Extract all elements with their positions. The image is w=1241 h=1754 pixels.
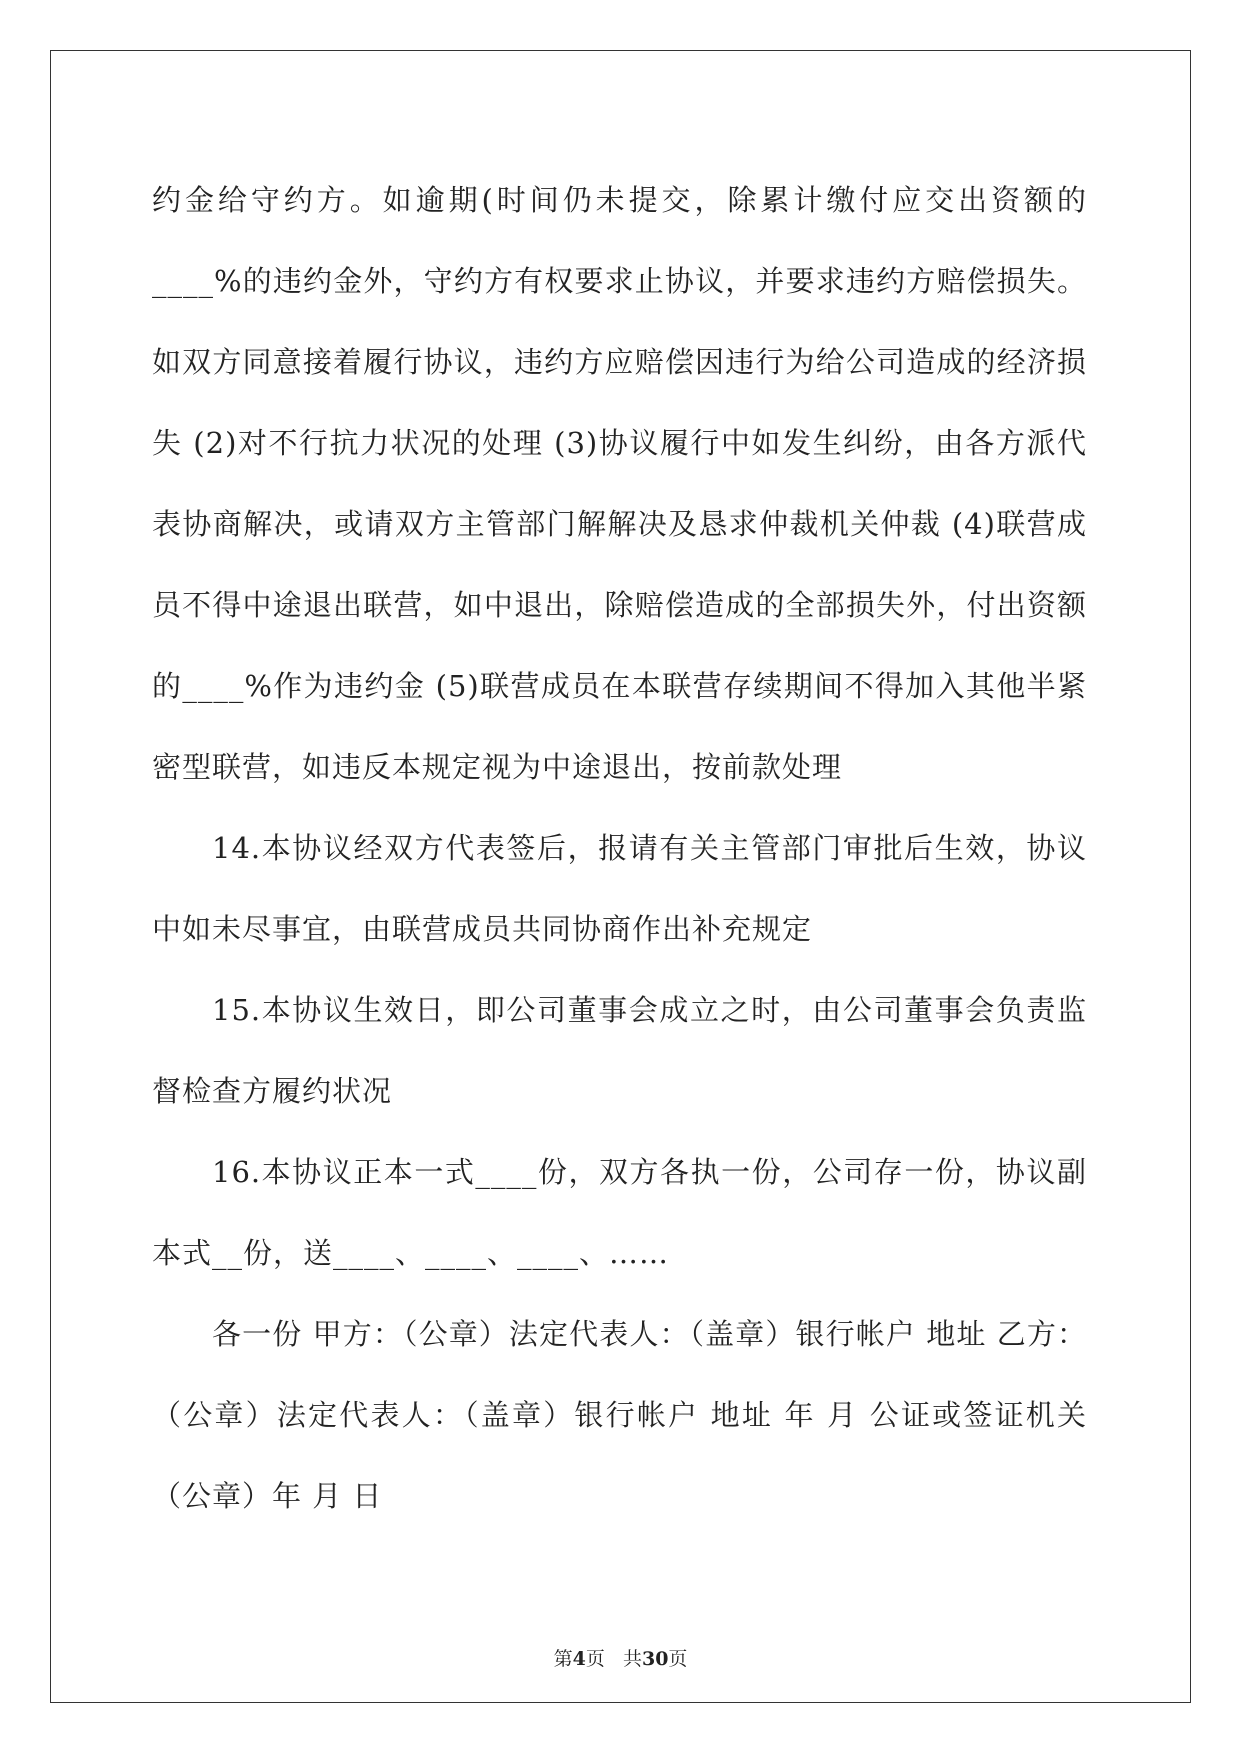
footer-page-suffix: 页 [585,1648,605,1670]
paragraph-signatures: 各一份 甲方：（公章）法定代表人：（盖章）银行帐户 地址 乙方：（公章）法定代表人：（盖章）银行帐户 地址 年 月 公证或签证机关（公章）年 月 日 [152,1317,1087,1513]
paragraph-continuation: 约金给守约方。如逾期(时间仍未提交，除累计缴付应交出资额的____%的违约金外，守约方有权要求止协议，并要求违约方赔偿损失。如双方同意接着履行协议，违约方应赔偿因违行为给公司造成的经济损失 (2)对不行抗力状况的处理 (3)协议履行中如发生纠纷，由各方派代表协商解决，或请双方主管部门解解决及恳求仲裁机关仲裁 (4)联营成员不得中途退出联营，如中退出，除赔偿造成的全部损失外，付出资额的____%作为违约金 (5)联营成员在本联营存续期间不得加入其他半紧密型联营，如违反本规定视为中途退出，按前款处理 [152,183,1087,784]
footer-total-suffix: 页 [668,1648,688,1670]
paragraph-clause-16: 16.本协议正本一式____份，双方各执一份，公司存一份，协议副本式__份，送____、____、____、…… [152,1155,1087,1270]
page-footer [0,1644,1241,1671]
footer-prefix: 第 [553,1648,573,1670]
total-pages-number: 30 [641,1648,669,1670]
paragraph-clause-15: 15.本协议生效日，即公司董事会成立之时，由公司董事会负责监督检查方履约状况 [152,993,1087,1108]
footer-total-prefix: 共 [622,1648,642,1670]
paragraph-clause-14: 14.本协议经双方代表签后，报请有关主管部门审批后生效，协议中如未尽事宜，由联营成员共同协商作出补充规定 [152,831,1087,946]
current-page-number: 4 [572,1648,586,1670]
document-body [152,160,1087,1537]
